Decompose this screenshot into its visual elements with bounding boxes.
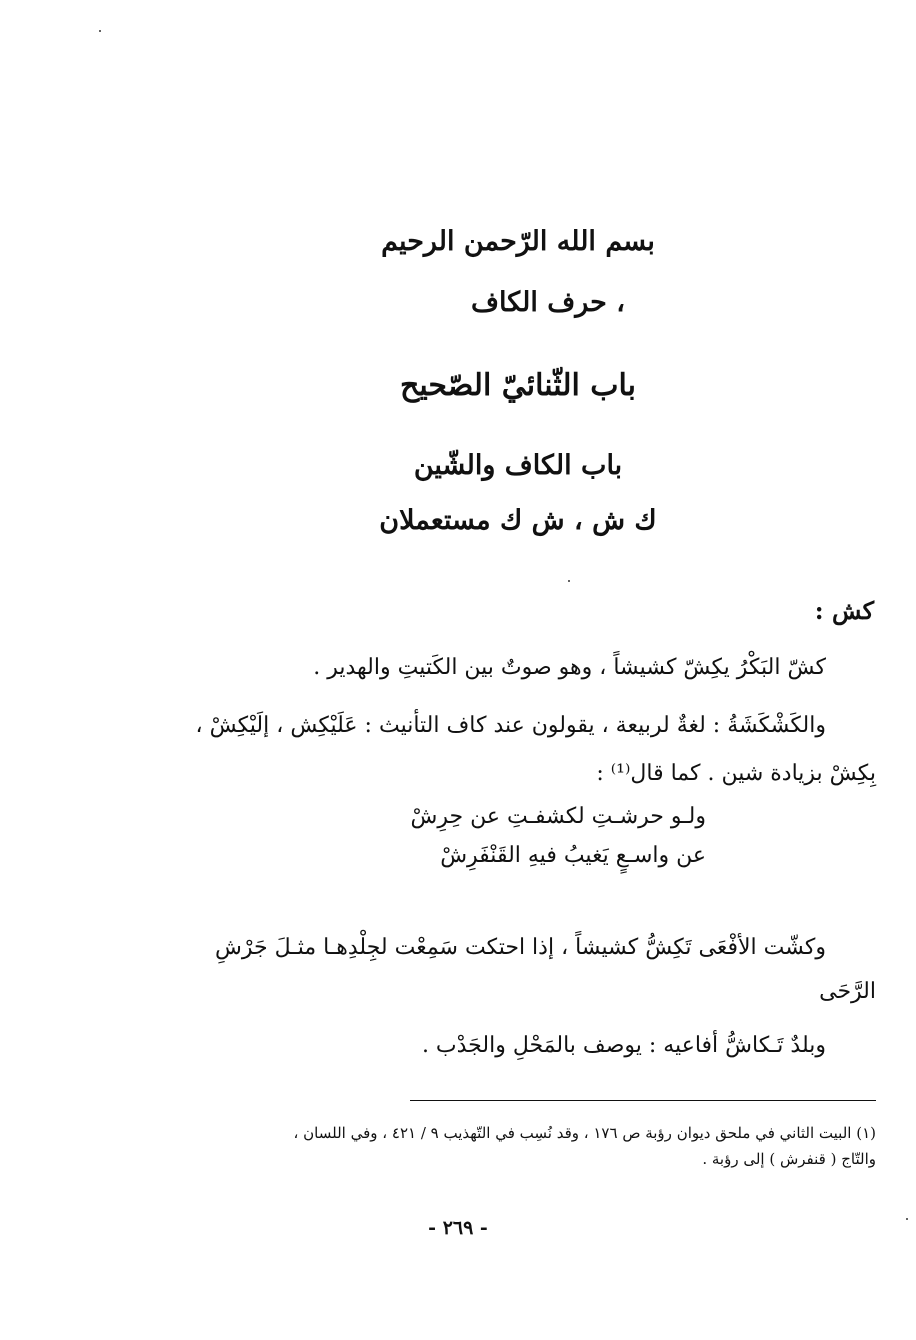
page-number: - ٢٦٩ - (428, 1217, 488, 1239)
entry-line-2: والكَشْكَشَةُ : لغةٌ لربيعة ، يقولون عند كاف التأنيث : عَلَيْكِش ، إلَيْكِشْ ، (195, 713, 826, 738)
roots-heading: ك ش ، ش ك مستعملان (379, 505, 657, 536)
scan-speck (906, 1218, 908, 1220)
entry-line-1: كشّ البَكْرُ يكِشّ كشيشاً ، وهو صوتٌ بين الكَتيتِ والهدير . (313, 655, 826, 680)
footnote-line-2: والتّاج ( قنفرش ) إلى رؤبة . (702, 1150, 876, 1168)
verse-line-2: عن واسـعٍ يَغيبُ فيهِ القَنْفَرِشْ (440, 843, 706, 868)
entry-line-5: الرَّحَى (819, 979, 876, 1004)
footnote-line-1: (١) البيت الثاني في ملحق ديوان رؤبة ص ١٧٦ ، وقد نُسِب في التّهذيب ٩ / ٤٢١ ، وفي اللسان ، (293, 1124, 876, 1142)
entry-line-3: بِكِشْ بزيادة شين . كما قال⁽¹⁾ : (596, 761, 876, 786)
basmala-heading: بسم الله الرّحمن الرحيم (381, 226, 655, 257)
chapter-heading-kaf-shin: باب الكاف والشّين (413, 450, 623, 481)
footnote-divider (410, 1100, 876, 1101)
verse-line-1: ولـو حرشـتِ لكشفـتِ عن حِرِشْ (410, 804, 706, 829)
entry-line-4: وكشّت الأفْعَى تَكِشُّ كشيشاً ، إذا احتكت سَمِعْت لجِلْدِهـا مثـلَ جَرْشِ (215, 935, 826, 960)
scan-speck (568, 580, 570, 582)
chapter-heading-thunai: باب الثّنائيّ الصّحيح (400, 368, 636, 403)
scan-speck (99, 30, 101, 32)
letter-heading: ، حرف الكاف (471, 287, 625, 318)
entry-headword: كش : (814, 596, 874, 625)
entry-line-6: وبلدٌ تَـكاشُّ أفاعيه : يوصف بالمَحْلِ والجَدْب . (421, 1033, 826, 1058)
